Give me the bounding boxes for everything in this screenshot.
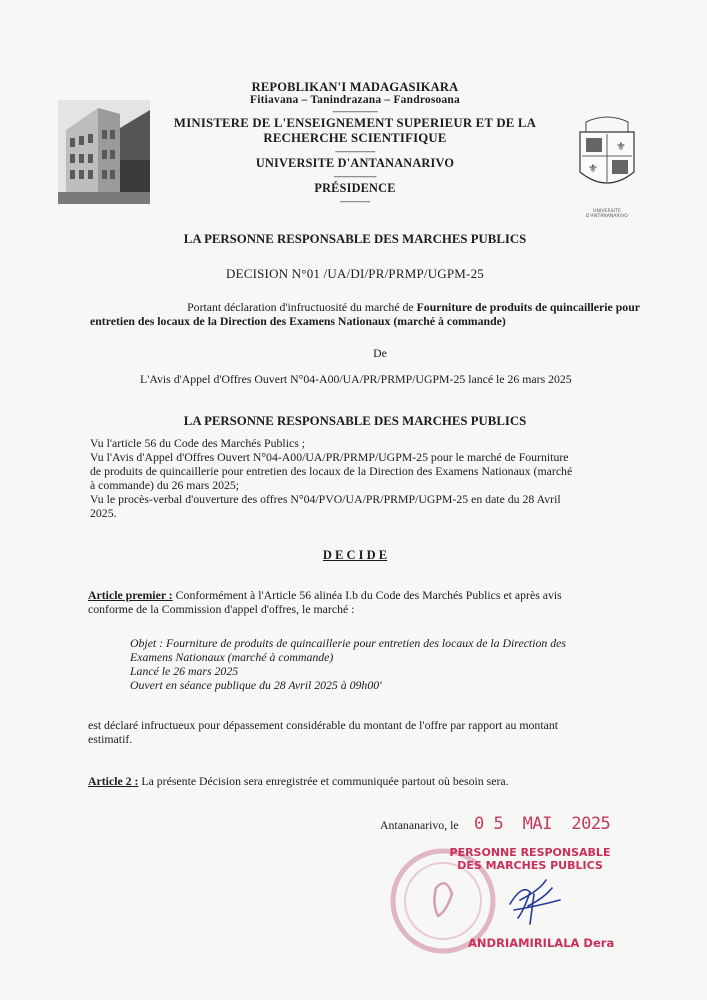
date-stamp: 0 5 MAI 2025 bbox=[474, 814, 611, 834]
subject-bold-2: entretien des locaux de la Direction des Examens Nationaux (marché à commande) bbox=[90, 314, 506, 328]
de-label: De bbox=[373, 346, 387, 360]
building-photo bbox=[58, 100, 150, 204]
presidence: PRÉSIDENCE bbox=[314, 181, 396, 195]
decision-number: DECISION N°01 /UA/DI/PR/PRMP/UGPM-25 bbox=[226, 266, 484, 281]
signatory-title-2: DES MARCHES PUBLICS bbox=[457, 859, 603, 872]
separator: ----------------- bbox=[333, 171, 377, 181]
result-line-2: estimatif. bbox=[88, 732, 133, 746]
ministry-line-1: MINISTERE DE L'ENSEIGNEMENT SUPERIEUR ET DE LA bbox=[173, 116, 537, 130]
signature-place: Antananarivo, le bbox=[380, 818, 459, 832]
article-2 bbox=[88, 774, 648, 788]
header-block bbox=[150, 80, 560, 206]
svg-text:⚜: ⚜ bbox=[616, 140, 626, 153]
objet-block bbox=[130, 636, 640, 692]
article-1-result bbox=[88, 718, 648, 746]
handwritten-signature bbox=[500, 870, 570, 930]
avis-line: L'Avis d'Appel d'Offres Ouvert N°04-A00/UA/PR/PRMP/UGPM-25 lancé le 26 mars 2025 bbox=[140, 372, 572, 386]
lance-line: Lancé le 26 mars 2025 bbox=[130, 664, 239, 678]
subject-prefix: Portant déclaration d'infructuosité du marché de bbox=[187, 300, 417, 314]
objet-line-2: Examens Nationaux (marché à commande) bbox=[130, 650, 334, 664]
article-2-text: La présente Décision sera enregistrée et communiquée partout où besoin sera. bbox=[138, 774, 509, 788]
vu-line: de produits de quincaillerie pour entretien des locaux de la Direction des Examens Nationaux (marché bbox=[90, 464, 573, 478]
signatory-title-1: PERSONNE RESPONSABLE bbox=[449, 846, 611, 859]
motto: Fitiavana – Tanindrazana – Fandrosoana bbox=[250, 94, 460, 106]
subject-bold-1: Fourniture de produits de quincaillerie pour bbox=[416, 300, 640, 314]
republic-name: REPOBLIKAN'I MADAGASIKARA bbox=[251, 80, 459, 94]
authority-heading: LA PERSONNE RESPONSABLE DES MARCHES PUBLICS bbox=[183, 414, 527, 428]
separator: ---------------- bbox=[335, 146, 375, 156]
article-2-title: Article 2 : bbox=[88, 774, 139, 788]
vu-block bbox=[90, 436, 645, 520]
ouvert-line: Ouvert en séance publique du 28 Avril 2025 à 09h00' bbox=[130, 678, 382, 692]
svg-text:⚜: ⚜ bbox=[588, 162, 598, 175]
separator: ------------------ bbox=[332, 106, 378, 116]
signatory-title bbox=[430, 846, 630, 872]
vu-line: 2025. bbox=[90, 506, 117, 520]
university-name: UNIVERSITE D'ANTANANARIVO bbox=[255, 156, 455, 170]
objet-line-1: Objet : Fourniture de produits de quincaillerie pour entretien des locaux de la Direction des bbox=[130, 636, 566, 650]
logo-caption: UNIVERSITE D'ANTANANARIVO bbox=[586, 209, 628, 219]
vu-line: Vu l'Avis d'Appel d'Offres Ouvert N°04-A00/UA/PR/PRMP/UGPM-25 pour le marché de Fourniture bbox=[90, 450, 569, 464]
article-1 bbox=[88, 588, 648, 616]
decision-subject bbox=[90, 300, 640, 328]
result-line-1: est déclaré infructueux pour dépassement considérable du montant de l'offre par rapport au montant bbox=[88, 718, 559, 732]
vu-line: Vu le procès-verbal d'ouverture des offres N°04/PVO/UA/PR/PRMP/UGPM-25 en date du 28 Avril bbox=[90, 492, 561, 506]
vu-line: Vu l'article 56 du Code des Marchés Publics ; bbox=[90, 436, 306, 450]
vu-line: à commande) du 26 mars 2025; bbox=[90, 478, 240, 492]
article-1-text-2: conforme de la Commission d'appel d'offres, le marché : bbox=[88, 602, 355, 616]
prmp-heading: LA PERSONNE RESPONSABLE DES MARCHES PUBLICS bbox=[183, 232, 527, 246]
article-1-text: Conformément à l'Article 56 alinéa I.b du Code des Marchés Publics et après avis bbox=[172, 588, 562, 602]
university-logo bbox=[572, 112, 642, 219]
decide-heading: D E C I D E bbox=[322, 548, 388, 562]
signatory-name: ANDRIAMIRILALA Dera bbox=[468, 936, 615, 950]
ministry-line-2: RECHERCHE SCIENTIFIQUE bbox=[263, 131, 447, 145]
separator: ------------ bbox=[340, 196, 370, 206]
article-1-title: Article premier : bbox=[88, 588, 173, 602]
